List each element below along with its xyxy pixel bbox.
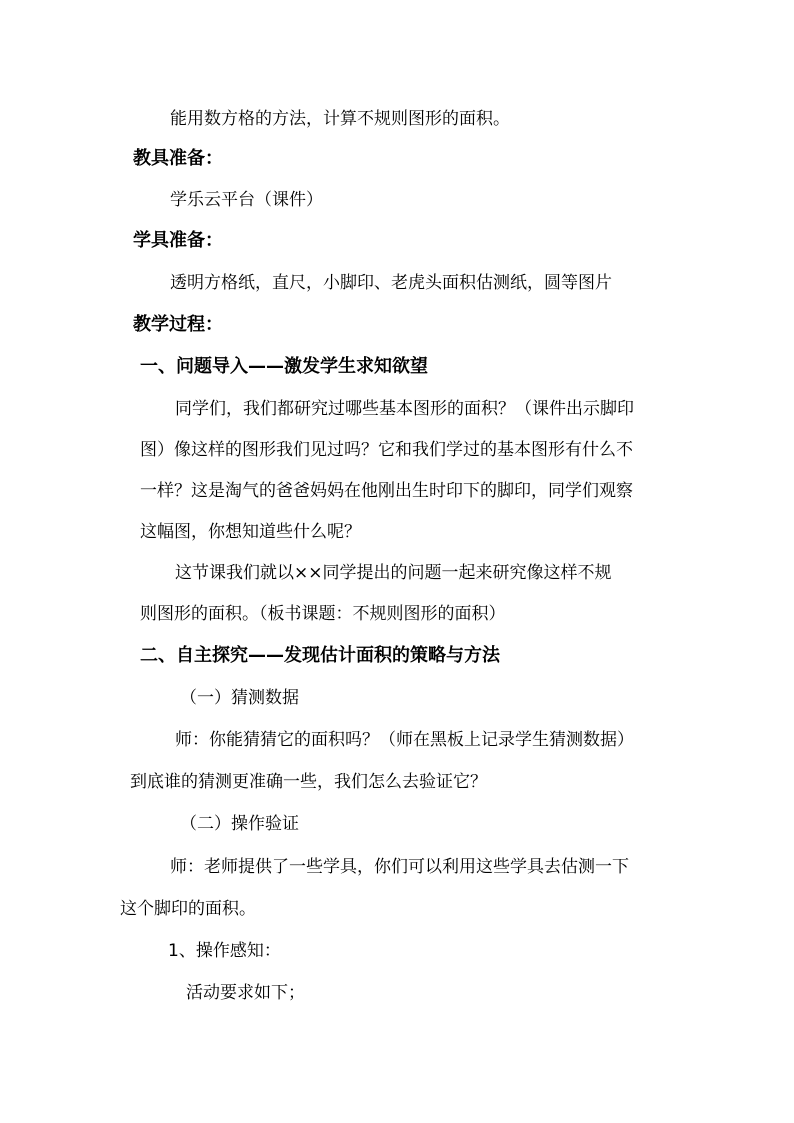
teaching-aids-text: 学乐云平台（课件） <box>170 190 323 210</box>
heading-teaching-process: 教学过程： <box>133 314 223 335</box>
paragraph-line: 这节课我们就以××同学提出的问题一起来研究像这样不规 <box>175 563 612 583</box>
subsection-heading: （二）操作验证 <box>180 814 299 834</box>
paragraph-line: 图）像这样的图形我们见过吗？它和我们学过的基本图形有什么不 <box>140 440 633 460</box>
section-two-heading: 二、自主探究——发现估计面积的策略与方法 <box>140 645 500 666</box>
heading-teaching-aids: 教具准备： <box>133 148 223 169</box>
paragraph-line: 一样？这是淘气的爸爸妈妈在他刚出生时印下的脚印，同学们观察 <box>140 481 633 501</box>
subsection-heading: （一）猜测数据 <box>180 688 299 708</box>
paragraph-line: 则图形的面积。（板书课题：不规则图形的面积） <box>140 604 506 624</box>
paragraph-line: 这幅图，你想知道些什么呢？ <box>140 522 361 542</box>
paragraph-line: 到底谁的猜测更准确一些，我们怎么去验证它？ <box>130 772 487 792</box>
heading-student-aids: 学具准备： <box>133 230 223 251</box>
student-aids-text: 透明方格纸，直尺，小脚印、老虎头面积估测纸，圆等图片 <box>170 273 612 293</box>
paragraph-line: 同学们，我们都研究过哪些基本图形的面积？（课件出示脚印 <box>175 399 634 419</box>
objective-text: 能用数方格的方法，计算不规则图形的面积。 <box>170 109 510 129</box>
paragraph-line: 师：老师提供了一些学具，你们可以利用这些学具去估测一下 <box>170 857 629 877</box>
paragraph-line: 师：你能猜猜它的面积吗？（师在黑板上记录学生猜测数据） <box>175 730 634 750</box>
paragraph-line: 活动要求如下； <box>186 983 305 1003</box>
section-one-heading: 一、问题导入——激发学生求知欲望 <box>140 356 428 377</box>
step-heading: 1、操作感知： <box>168 941 281 961</box>
paragraph-line: 这个脚印的面积。 <box>120 899 256 919</box>
